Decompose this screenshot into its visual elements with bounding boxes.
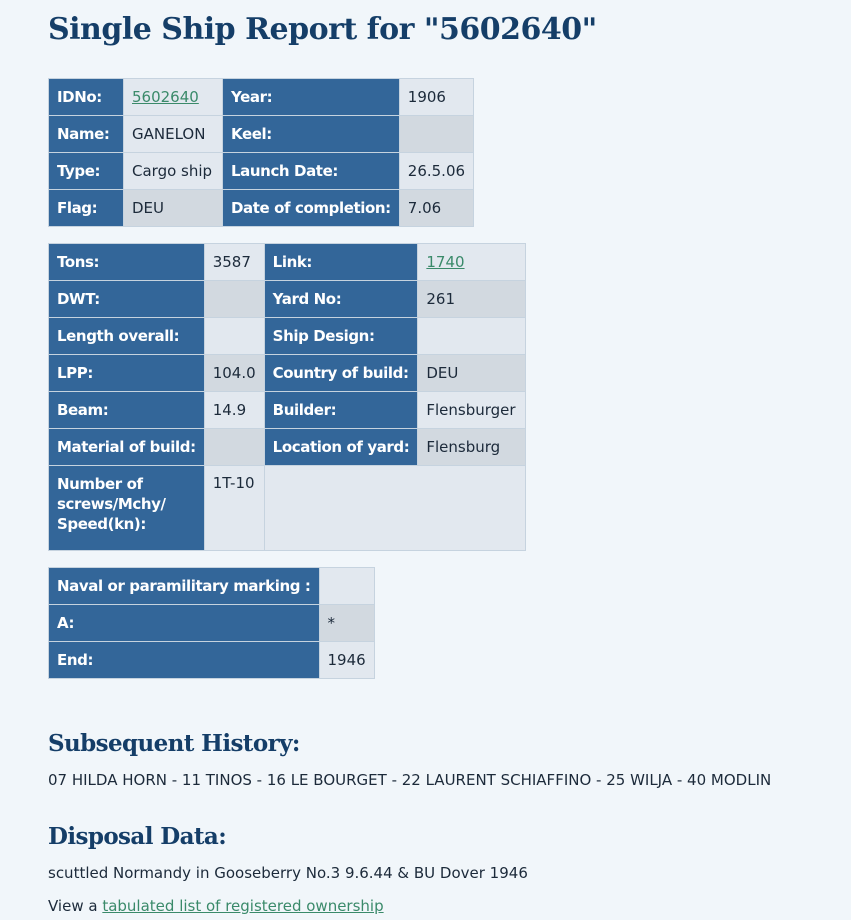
year-label: Year: [223,79,400,116]
idno-cell [124,79,223,116]
name-label: Name: [49,116,124,153]
disposal-text: scuttled Normandy in Gooseberry No.3 9.6.44 & BU Dover 1946 [48,864,528,882]
keel-value [399,116,473,153]
table-row [49,190,474,227]
basic-info-table [48,78,474,227]
completion-value: 7.06 [399,190,473,227]
page-title: Single Ship Report for "5602640" [48,12,597,47]
launch-date-value: 26.5.06 [399,153,473,190]
idno-label: IDNo: [49,79,124,116]
a-value: * [319,605,374,642]
ship-design-label: Ship Design: [264,318,418,355]
history-heading: Subsequent History: [48,730,300,757]
flag-label: Flag: [49,190,124,227]
builder-value: Flensburger [418,392,526,429]
tons-value: 3587 [204,244,264,281]
table-row [49,281,526,318]
length-label: Length overall: [49,318,205,355]
history-text: 07 HILDA HORN - 11 TINOS - 16 LE BOURGET - 22 LAURENT SCHIAFFINO - 25 WILJA - 40 MODLIN [48,771,772,789]
link-cell [418,244,526,281]
country-value: DEU [418,355,526,392]
table-row [49,392,526,429]
keel-label: Keel: [223,116,400,153]
dwt-value [204,281,264,318]
link-label: Link: [264,244,418,281]
table-row [49,429,526,466]
a-label: A: [49,605,320,642]
name-value: GANELON [124,116,223,153]
lpp-value: 104.0 [204,355,264,392]
beam-value: 14.9 [204,392,264,429]
completion-label: Date of completion: [223,190,400,227]
length-value [204,318,264,355]
location-value: Flensburg [418,429,526,466]
table-row [49,318,526,355]
material-label: Material of build: [49,429,205,466]
empty-cell [264,466,526,551]
yard-no-value: 261 [418,281,526,318]
material-value [204,429,264,466]
ownership-line [48,897,851,915]
type-label: Type: [49,153,124,190]
marking-label: Naval or paramilitary marking : [49,568,320,605]
screws-value: 1T-10 [204,466,264,551]
beam-label: Beam: [49,392,205,429]
ship-design-value [418,318,526,355]
naval-table [48,567,375,679]
flag-value: DEU [124,190,223,227]
end-label: End: [49,642,320,679]
yard-no-label: Yard No: [264,281,418,318]
table-row [49,568,375,605]
table-row [49,605,375,642]
specs-table [48,243,526,551]
ownership-link[interactable]: tabulated list of registered ownership [102,897,384,915]
marking-value [319,568,374,605]
disposal-heading: Disposal Data: [48,823,227,850]
location-label: Location of yard: [264,429,418,466]
builder-label: Builder: [264,392,418,429]
screws-label: Number of screws/Mchy/ Speed(kn): [49,466,205,551]
ownership-prefix: View a [48,897,103,915]
table-row [49,153,474,190]
idno-link[interactable]: 5602640 [132,88,199,106]
table-row [49,355,526,392]
end-value: 1946 [319,642,374,679]
table-row [49,79,474,116]
table-row [49,466,526,551]
ship-link[interactable]: 1740 [426,253,465,271]
tons-label: Tons: [49,244,205,281]
dwt-label: DWT: [49,281,205,318]
table-row [49,244,526,281]
launch-date-label: Launch Date: [223,153,400,190]
type-value: Cargo ship [124,153,223,190]
lpp-label: LPP: [49,355,205,392]
country-label: Country of build: [264,355,418,392]
year-value: 1906 [399,79,473,116]
table-row [49,642,375,679]
table-row [49,116,474,153]
